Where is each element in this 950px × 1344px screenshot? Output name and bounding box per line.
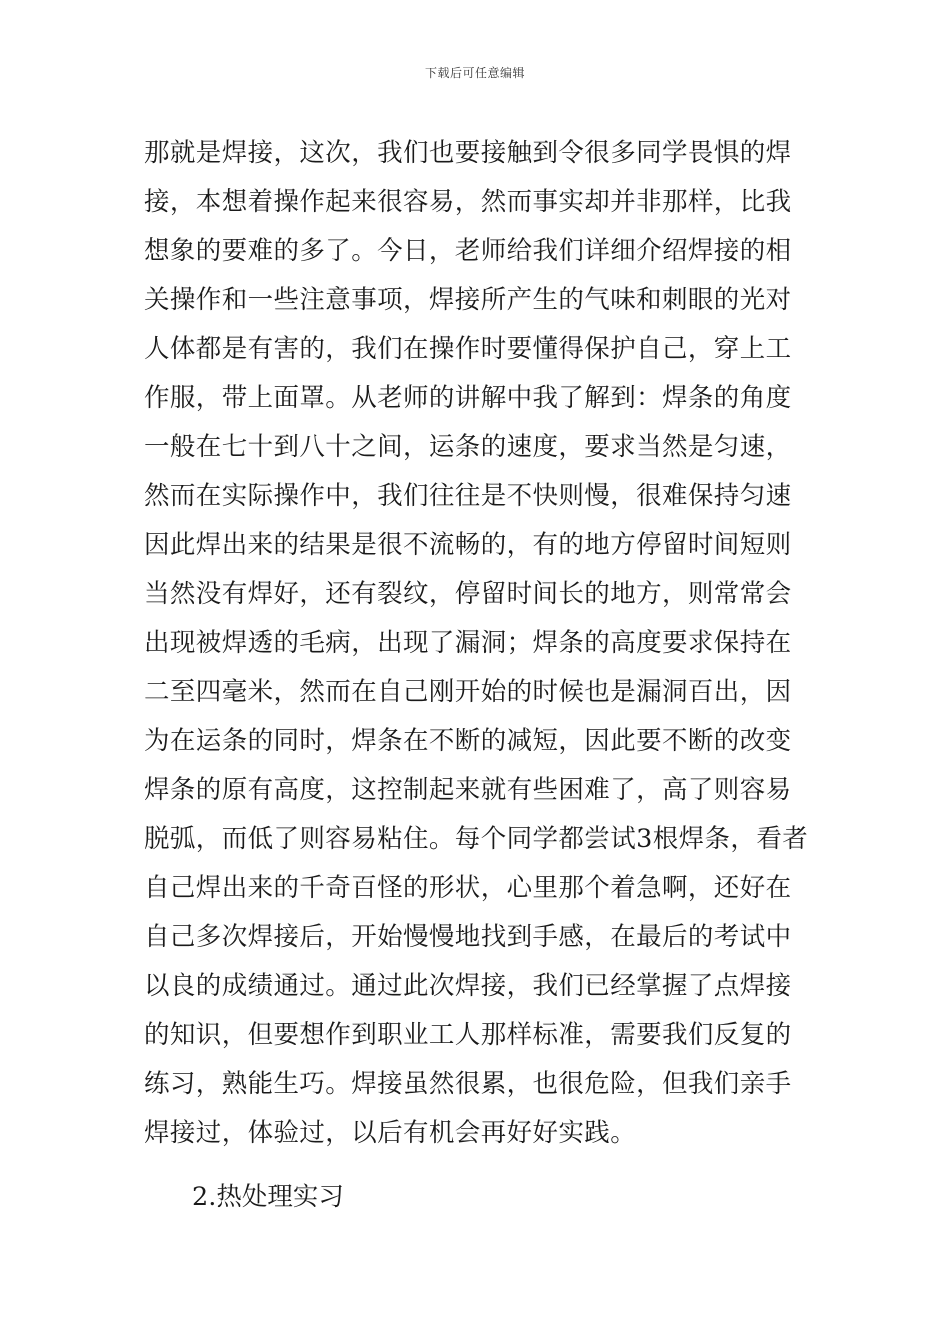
text-line: 然而在实际操作中，我们往往是不快则慢，很难保持匀速 <box>144 481 792 511</box>
text-line: 为在运条的同时，焊条在不断的减短，因此要不断的改变 <box>144 726 792 756</box>
body-paragraph <box>144 129 814 1158</box>
text-line: 作服，带上面罩。从老师的讲解中我了解到：焊条的角度 <box>144 383 792 413</box>
text-line: 出现被焊透的毛病，出现了漏洞；焊条的高度要求保持在 <box>144 628 792 658</box>
text-line: 想象的要难的多了。今日，老师给我们详细介绍焊接的相 <box>144 236 792 266</box>
text-line: 人体都是有害的，我们在操作时要懂得保护自己，穿上工 <box>144 334 792 364</box>
text-line: 一般在七十到八十之间，运条的速度，要求当然是匀速， <box>144 432 792 462</box>
section-heading: 2.热处理实习 <box>192 1182 344 1212</box>
text-line: 自己多次焊接后，开始慢慢地找到手感，在最后的考试中 <box>144 922 792 952</box>
text-line: 当然没有焊好，还有裂纹，停留时间长的地方，则常常会 <box>144 579 792 609</box>
text-line: 练习，熟能生巧。焊接虽然很累，也很危险，但我们亲手 <box>144 1069 792 1099</box>
text-line: 以良的成绩通过。通过此次焊接，我们已经掌握了点焊接 <box>144 971 792 1001</box>
text-line: 接，本想着操作起来很容易，然而事实却并非那样，比我 <box>144 187 792 217</box>
page-header-note: 下载后可任意编辑 <box>424 66 525 80</box>
text-line: 脱弧，而低了则容易粘住。每个同学都尝试3根焊条，看者 <box>144 824 809 854</box>
text-line: 焊接过，体验过，以后有机会再好好实践。 <box>144 1118 637 1148</box>
text-line: 那就是焊接，这次，我们也要接触到令很多同学畏惧的焊 <box>144 138 792 168</box>
text-line: 二至四毫米，然而在自己刚开始的时候也是漏洞百出，因 <box>144 677 792 707</box>
text-line: 因此焊出来的结果是很不流畅的，有的地方停留时间短则 <box>144 530 792 560</box>
text-line: 焊条的原有高度，这控制起来就有些困难了，高了则容易 <box>144 775 792 805</box>
text-line: 自己焊出来的千奇百怪的形状，心里那个着急啊，还好在 <box>144 873 792 903</box>
text-line: 关操作和一些注意事项，焊接所产生的气味和刺眼的光对 <box>144 285 792 315</box>
text-line: 的知识，但要想作到职业工人那样标准，需要我们反复的 <box>144 1020 792 1050</box>
